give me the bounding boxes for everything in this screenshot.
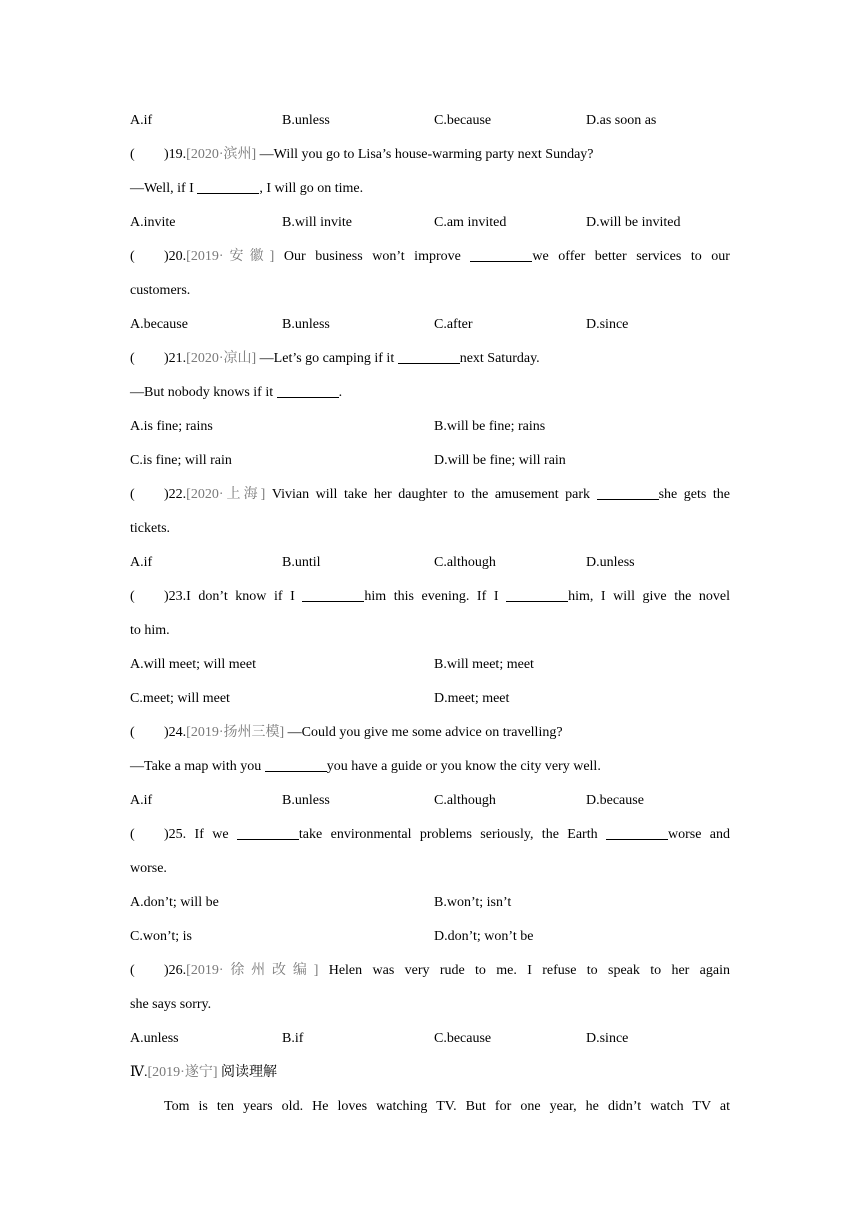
section-heading — [130, 1056, 730, 1090]
q23-continuation: to him. — [130, 623, 170, 638]
q20-options — [130, 308, 730, 342]
section-title: 阅读理解 — [217, 1065, 277, 1080]
option-d: D.will be invited — [586, 215, 681, 230]
option-b: B.will be fine; rains — [434, 419, 546, 434]
question-number: )23. — [164, 589, 187, 604]
q25-continuation: worse. — [130, 861, 167, 876]
q20-continuation: customers. — [130, 283, 191, 298]
question-number: )26. — [164, 963, 187, 978]
passage-first-line: Tom is ten years old. He loves watching TV. But for one year, he didn’t watch TV at — [164, 1099, 730, 1114]
question-text: —Let’s go camping if it — [256, 351, 398, 366]
option-b: B.unless — [282, 317, 330, 332]
question-text: —Well, if I — [130, 181, 198, 196]
question-text: Vivian will take her daughter to the amusement park — [265, 487, 597, 502]
option-d: D.as soon as — [586, 113, 657, 128]
question-text: next Saturday. — [459, 351, 540, 366]
question-number: )22. — [164, 487, 187, 502]
worksheet-page — [130, 104, 730, 1124]
q26-options — [130, 1022, 730, 1056]
option-c: C.although — [434, 793, 496, 808]
question-text: Our business won’t improve — [274, 249, 471, 264]
question-text: —Could you give me some advice on travelling? — [284, 725, 563, 740]
option-c: C.because — [434, 113, 492, 128]
question-source: [2020·凉山] — [186, 351, 257, 366]
option-a: A.if — [130, 113, 153, 128]
question-source: [2019·徐州改编] — [186, 963, 319, 978]
option-a: A.invite — [130, 215, 176, 230]
option-b: B.if — [282, 1031, 304, 1046]
q22-stem — [130, 478, 730, 512]
option-a: A.if — [130, 555, 153, 570]
answer-paren: ( — [130, 147, 135, 162]
option-c: C.is fine; will rain — [130, 453, 232, 468]
answer-paren: ( — [130, 963, 135, 978]
q21-stem — [130, 342, 730, 376]
option-c: C.am invited — [434, 215, 507, 230]
option-b: B.will invite — [282, 215, 352, 230]
option-d: D.will be fine; will rain — [434, 453, 566, 468]
option-b: B.will meet; meet — [434, 657, 534, 672]
question-number: )24. — [164, 725, 187, 740]
q26-stem — [130, 954, 730, 988]
q18-options — [130, 104, 730, 138]
q19-stem — [130, 138, 730, 172]
answer-blank — [398, 349, 460, 364]
option-c: C.after — [434, 317, 473, 332]
option-a: A.because — [130, 317, 188, 332]
question-text: —Will you go to Lisa’s house-warming party next Sunday? — [256, 147, 594, 162]
option-d: D.because — [586, 793, 644, 808]
question-source: [2019·安徽] — [186, 249, 275, 264]
answer-paren: ( — [130, 589, 135, 604]
option-a: A.don’t; will be — [130, 895, 219, 910]
q23-options-row2 — [130, 682, 730, 716]
answer-blank — [197, 179, 259, 194]
option-b: B.unless — [282, 793, 330, 808]
question-text: I don’t know if I — [186, 589, 303, 604]
q24-options — [130, 784, 730, 818]
q19-line2 — [130, 172, 730, 206]
answer-blank — [506, 587, 568, 602]
answer-paren: ( — [130, 351, 135, 366]
q24-line2 — [130, 750, 730, 784]
answer-blank — [597, 485, 659, 500]
answer-blank — [606, 825, 668, 840]
q25-options-row1 — [130, 886, 730, 920]
question-text: him this evening. If I — [364, 589, 507, 604]
q23-stem — [130, 580, 730, 614]
question-source: [2020·上海] — [186, 487, 266, 502]
option-c: C.meet; will meet — [130, 691, 230, 706]
question-text: If we — [186, 827, 237, 842]
q23-options-row1 — [130, 648, 730, 682]
question-source: [2020·滨州] — [186, 147, 257, 162]
q25-stem — [130, 818, 730, 852]
q25-options-row2 — [130, 920, 730, 954]
q24-stem — [130, 716, 730, 750]
q19-options — [130, 206, 730, 240]
question-text: worse and — [667, 827, 730, 842]
q21-options-row1 — [130, 410, 730, 444]
section-source: [2019·遂宁] — [147, 1065, 218, 1080]
answer-paren: ( — [130, 827, 135, 842]
q21-line2 — [130, 376, 730, 410]
question-text: , I will go on time. — [259, 181, 364, 196]
option-c: C.won’t; is — [130, 929, 192, 944]
q22-continuation: tickets. — [130, 521, 171, 536]
answer-blank — [237, 825, 299, 840]
option-b: B.unless — [282, 113, 330, 128]
question-text: —Take a map with you — [130, 759, 265, 774]
option-d: D.unless — [586, 555, 635, 570]
option-c: C.although — [434, 555, 496, 570]
option-d: D.don’t; won’t be — [434, 929, 534, 944]
option-c: C.because — [434, 1031, 492, 1046]
question-text: you have a guide or you know the city very well. — [326, 759, 601, 774]
option-a: A.unless — [130, 1031, 179, 1046]
answer-blank — [277, 383, 339, 398]
q20-stem — [130, 240, 730, 274]
question-number: )19. — [164, 147, 187, 162]
answer-blank — [470, 247, 532, 262]
option-b: B.until — [282, 555, 321, 570]
answer-blank — [265, 757, 327, 772]
question-text: —But nobody knows if it — [130, 385, 277, 400]
question-text: she gets the — [658, 487, 730, 502]
option-d: D.since — [586, 1031, 629, 1046]
answer-paren: ( — [130, 249, 135, 264]
section-numeral: Ⅳ. — [130, 1065, 148, 1080]
question-text: . — [338, 385, 343, 400]
question-text: him, I will give the novel — [568, 589, 731, 604]
option-d: D.since — [586, 317, 629, 332]
option-b: B.won’t; isn’t — [434, 895, 512, 910]
question-text: we offer better services to our — [532, 249, 730, 264]
option-d: D.meet; meet — [434, 691, 510, 706]
question-source: [2019·扬州三模] — [186, 725, 285, 740]
option-a: A.will meet; will meet — [130, 657, 256, 672]
q22-options — [130, 546, 730, 580]
option-a: A.if — [130, 793, 153, 808]
question-text: take environmental problems seriously, the Earth — [298, 827, 606, 842]
question-text: Helen was very rude to me. I refuse to speak to her again — [318, 963, 730, 978]
question-number: )25. — [164, 827, 187, 842]
answer-blank — [302, 587, 364, 602]
option-a: A.is fine; rains — [130, 419, 213, 434]
q26-continuation: she says sorry. — [130, 997, 212, 1012]
answer-paren: ( — [130, 725, 135, 740]
question-number: )20. — [164, 249, 187, 264]
answer-paren: ( — [130, 487, 135, 502]
question-number: )21. — [164, 351, 187, 366]
q21-options-row2 — [130, 444, 730, 478]
